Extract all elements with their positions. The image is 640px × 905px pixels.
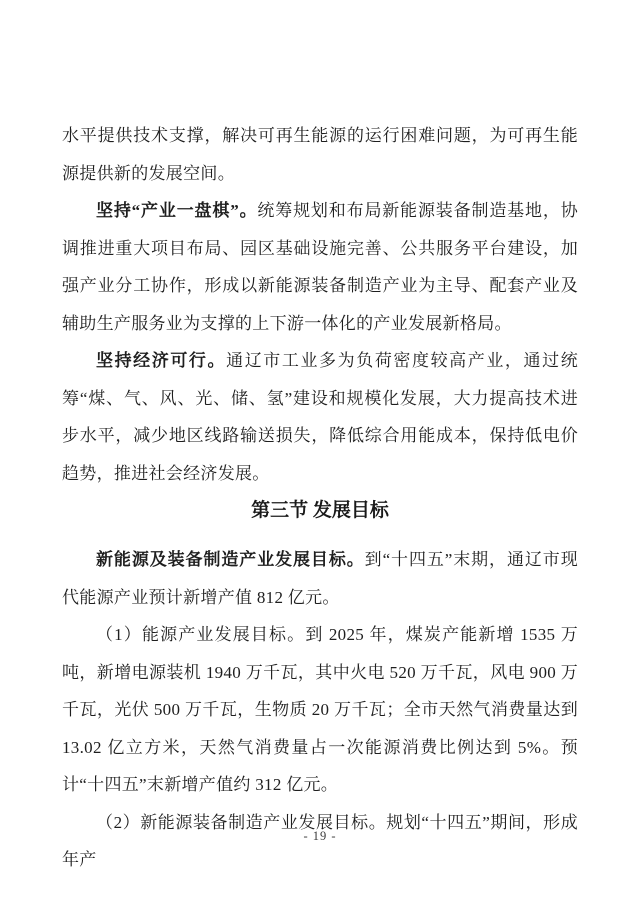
document-body bbox=[62, 117, 578, 879]
paragraph-lead-bold: 坚持“产业一盘棋”。 bbox=[96, 201, 258, 220]
paragraph-development-goal bbox=[62, 541, 578, 616]
paragraph-text: 水平提供技术支撑，解决可再生能源的运行困难问题，为可再生能源提供新的发展空间。 bbox=[62, 126, 578, 183]
paragraph-text: 统筹规划和布局新能源装备制造基地，协调推进重大项目布局、园区基础设施完善、公共服务平台建设，加强产业分工协作，形成以新能源装备制造产业为主导、配套产业及辅助生产服务业为支撑的上下游一体化的产业发展新格局。 bbox=[62, 201, 578, 333]
paragraph-continuation bbox=[62, 117, 578, 192]
paragraph-industry-chess bbox=[62, 192, 578, 342]
section-heading: 第三节 发展目标 bbox=[251, 500, 389, 521]
paragraph-text: （1）能源产业发展目标。到 2025 年，煤炭产能新增 1535 万吨，新增电源装机 1940 万千瓦，其中火电 520 万千瓦，风电 900 万千瓦，光伏 500 万千瓦，生物质 20 万千瓦；全市天然气消费量达到 13.02 亿立方米，天然气消费量占一次能源消费比例达到 5%。预计“十四五”末新增产值约 312 亿元。 bbox=[62, 625, 578, 794]
paragraph-text: 通辽市工业多为负荷密度较高产业，通过统筹“煤、气、风、光、储、氢”建设和规模化发展，大力提高技术进步水平，减少地区线路输送损失，降低综合用能成本，保持低电价趋势，推进社会经济发展。 bbox=[62, 351, 578, 483]
paragraph-lead-bold: 坚持经济可行。 bbox=[96, 351, 227, 370]
paragraph-economic-feasibility bbox=[62, 342, 578, 492]
paragraph-lead-bold: 新能源及装备制造产业发展目标。 bbox=[96, 550, 365, 569]
paragraph-text: 到“十四五”末期，通辽市现代能源产业预计新增产值 812 亿元。 bbox=[62, 550, 578, 607]
paragraph-energy-goal-1 bbox=[62, 616, 578, 804]
paragraph-text: （2）新能源装备制造产业发展目标。规划“十四五”期间，形成年产 bbox=[62, 812, 578, 869]
page-number: - 19 - bbox=[303, 829, 337, 843]
